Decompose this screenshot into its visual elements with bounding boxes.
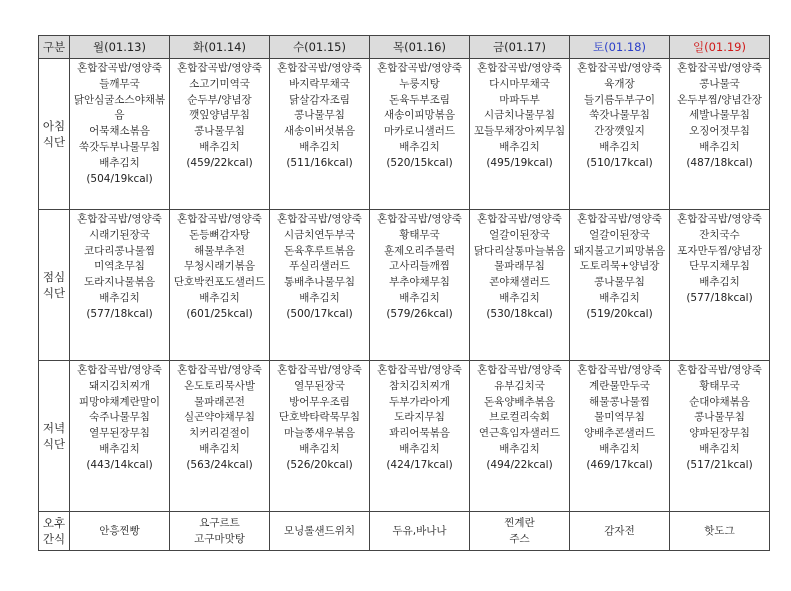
menu-item: (517/21kcal): [686, 458, 753, 471]
menu-item: 물파래콘전: [194, 395, 245, 408]
dinner-cell-sat: [570, 361, 670, 512]
menu-item: 다시마무채국: [489, 77, 550, 90]
menu-item: 배추김치: [399, 442, 440, 455]
row-header-text: 오후: [42, 516, 66, 530]
menu-item: 들깨무국: [99, 77, 140, 90]
row-header-text: 아침: [42, 119, 66, 133]
menu-item: 배추김치: [399, 140, 440, 153]
menu-item: 양파된장무침: [689, 427, 750, 440]
menu-item: 미역초무침: [94, 260, 145, 273]
menu-item: 배추김치: [599, 291, 640, 304]
breakfast-row: [39, 59, 770, 210]
menu-item: 온두부찜/양념간장: [677, 93, 762, 106]
menu-item: 들기름두부구이: [583, 93, 655, 106]
menu-item: 콩나물국: [699, 77, 740, 90]
menu-item: 혼합잡곡밥/영양죽: [77, 62, 162, 74]
menu-item: 포자만두찜/양념장: [677, 244, 762, 257]
lunch-cell-mon: [70, 210, 170, 361]
header-row: [39, 36, 770, 59]
menu-item: (495/19kcal): [486, 156, 553, 169]
menu-item: 콩나물무침: [694, 411, 745, 424]
menu-item: (443/14kcal): [86, 458, 153, 471]
row-header-text: 점심: [42, 270, 66, 284]
menu-item: (601/25kcal): [186, 307, 253, 320]
row-header-text: 저녁: [42, 421, 66, 435]
menu-item: (424/17kcal): [386, 458, 453, 471]
menu-item: 혼합잡곡밥/영양죽: [577, 364, 662, 376]
menu-item: 혼합잡곡밥/영양죽: [377, 213, 462, 225]
menu-item: 돼지김치찌개: [89, 379, 150, 392]
day-header-sun: 일(01.19): [670, 36, 770, 59]
dinner-cell-mon: [70, 361, 170, 512]
menu-item: 혼합잡곡밥/영양죽: [277, 62, 362, 74]
menu-item: 단호박타락묵무침: [278, 411, 361, 424]
menu-item: 시금치연두부국: [283, 228, 355, 241]
menu-item: 순두부/양념장: [187, 93, 252, 106]
menu-item: 혼합잡곡밥/영양죽: [377, 364, 462, 376]
menu-item: 닭살감자조림: [289, 93, 350, 106]
menu-item: 배추김치: [599, 442, 640, 455]
menu-item: 도라지나물볶음: [83, 276, 155, 289]
menu-item: 혼합잡곡밥/영양죽: [677, 62, 762, 74]
menu-item: 바지락무채국: [289, 77, 350, 90]
menu-item: 배추김치: [399, 291, 440, 304]
menu-item: 순대야채볶음: [689, 395, 750, 408]
lunch-cell-tue: [170, 210, 270, 361]
snack-cell-sun: [670, 512, 770, 551]
menu-item: 코다리콩나물찜: [83, 244, 155, 257]
breakfast-cell-tue: [170, 59, 270, 210]
dinner-row-header: [39, 361, 70, 512]
menu-item: 단무지채무침: [689, 260, 750, 273]
menu-item: 혼합잡곡밥/영양죽: [577, 62, 662, 74]
menu-item: (487/18kcal): [686, 156, 753, 169]
menu-item: 양배추콘샐러드: [583, 427, 655, 440]
menu-item: 참치김치찌개: [389, 379, 450, 392]
breakfast-cell-thu: [370, 59, 470, 210]
menu-item: 배추김치: [699, 442, 740, 455]
menu-item: 황태무국: [699, 379, 740, 392]
lunch-row-header: [39, 210, 70, 361]
menu-item: (510/17kcal): [586, 156, 653, 169]
row-header-text: 간식: [42, 532, 66, 546]
menu-item: 무청시래기볶음: [183, 260, 255, 273]
snack-cell-wed: [270, 512, 370, 551]
menu-item: 배추김치: [99, 291, 140, 304]
snack-item: 안흥찐빵: [99, 525, 140, 537]
menu-item: (519/20kcal): [586, 307, 653, 320]
menu-item: 꽈리어묵볶음: [389, 427, 450, 440]
menu-item: 닭안심굴소스야채볶음: [73, 93, 166, 122]
menu-item: 두부가라아게: [389, 395, 450, 408]
menu-item: (526/20kcal): [286, 458, 353, 471]
menu-item: 돈육두부조림: [389, 93, 450, 106]
day-header-fri: 금(01.17): [470, 36, 570, 59]
menu-item: 치커리겉절이: [189, 427, 250, 440]
menu-item: 부추야채무침: [389, 276, 450, 289]
menu-item: 단호박컨포도샐러드: [173, 276, 266, 289]
lunch-cell-sun: [670, 210, 770, 361]
snack-item: 모닝롤샌드위치: [283, 525, 355, 537]
menu-item: 혼합잡곡밥/영양죽: [277, 213, 362, 225]
breakfast-cell-mon: [70, 59, 170, 210]
menu-item: 깻잎양념무침: [189, 109, 250, 122]
row-header-text: 식단: [42, 135, 66, 149]
menu-item: 해물부추전: [194, 244, 245, 257]
snack-item: 요구르트: [199, 517, 240, 529]
menu-item: (563/24kcal): [186, 458, 253, 471]
menu-item: 닭다리살통마늘볶음: [473, 244, 566, 257]
menu-item: 배추김치: [499, 140, 540, 153]
snack-cell-sat: [570, 512, 670, 551]
menu-item: 마늘쫑새우볶음: [283, 427, 355, 440]
menu-item: 물파래무침: [494, 260, 545, 273]
menu-item: 얼갈이된장국: [589, 228, 650, 241]
menu-item: 브로컬리숙회: [489, 411, 550, 424]
dinner-cell-sun: [670, 361, 770, 512]
menu-item: (459/22kcal): [186, 156, 253, 169]
menu-item: 혼합잡곡밥/영양죽: [277, 364, 362, 376]
dinner-cell-wed: [270, 361, 370, 512]
menu-item: (520/15kcal): [386, 156, 453, 169]
menu-item: (500/17kcal): [286, 307, 353, 320]
menu-item: 혼합잡곡밥/영양죽: [377, 62, 462, 74]
menu-item: 훈제오리주물럭: [383, 244, 455, 257]
snack-item: 두유,바나나: [392, 525, 447, 537]
menu-item: 얼갈이된장국: [489, 228, 550, 241]
menu-item: 마파두부: [499, 93, 540, 106]
menu-item: 콩나물무침: [594, 276, 645, 289]
menu-item: 배추김치: [199, 291, 240, 304]
menu-item: 혼합잡곡밥/영양죽: [177, 364, 262, 376]
menu-item: 콩나물무침: [294, 109, 345, 122]
menu-item: 통배추나물무침: [283, 276, 355, 289]
breakfast-cell-fri: [470, 59, 570, 210]
lunch-row: [39, 210, 770, 361]
menu-item: 잔치국수: [699, 228, 740, 241]
menu-item: 도토리묵+양념장: [579, 260, 660, 273]
dinner-row: [39, 361, 770, 512]
lunch-cell-wed: [270, 210, 370, 361]
menu-item: 돼지불고기피망볶음: [573, 244, 666, 257]
snack-item: 고구마맛탕: [194, 533, 245, 545]
breakfast-cell-sat: [570, 59, 670, 210]
snack-row: [39, 512, 770, 551]
menu-item: 누룽지탕: [399, 77, 440, 90]
breakfast-cell-wed: [270, 59, 370, 210]
row-header-text: 식단: [42, 286, 66, 300]
menu-item: 돈육양배추볶음: [483, 395, 555, 408]
menu-item: 돈육후루트볶음: [283, 244, 355, 257]
menu-item: 유부김치국: [494, 379, 545, 392]
menu-item: 혼합잡곡밥/영양죽: [477, 364, 562, 376]
menu-item: 소고기미역국: [189, 77, 250, 90]
menu-item: 열무된장국: [294, 379, 345, 392]
snack-cell-thu: [370, 512, 470, 551]
snack-item: 핫도그: [704, 525, 735, 537]
menu-item: 열무된장무침: [89, 427, 150, 440]
menu-item: 쑥갓나물무침: [589, 109, 650, 122]
weekly-meal-table: [38, 35, 770, 551]
menu-item: 새송이버섯볶음: [283, 125, 355, 138]
menu-item: 세발나물무침: [689, 109, 750, 122]
menu-item: (469/17kcal): [586, 458, 653, 471]
day-header-wed: 수(01.15): [270, 36, 370, 59]
menu-item: 배추김치: [99, 442, 140, 455]
dinner-cell-tue: [170, 361, 270, 512]
menu-item: 연근흑임자샐러드: [478, 427, 561, 440]
menu-item: (579/26kcal): [386, 307, 453, 320]
menu-item: 육개장: [604, 77, 635, 90]
menu-item: 배추김치: [499, 442, 540, 455]
menu-item: 돈등뼈감자탕: [189, 228, 250, 241]
snack-item: 주스: [509, 533, 530, 545]
menu-item: 혼합잡곡밥/영양죽: [177, 62, 262, 74]
menu-item: 혼합잡곡밥/영양죽: [77, 364, 162, 376]
menu-item: 오징어젓무침: [689, 125, 750, 138]
dinner-cell-fri: [470, 361, 570, 512]
menu-item: (494/22kcal): [486, 458, 553, 471]
menu-item: 간장깻잎지: [594, 125, 645, 138]
menu-item: 방어무우조림: [289, 395, 350, 408]
menu-item: 혼합잡곡밥/영양죽: [477, 213, 562, 225]
menu-item: 고사리들깨찜: [389, 260, 450, 273]
lunch-cell-thu: [370, 210, 470, 361]
dinner-cell-thu: [370, 361, 470, 512]
menu-item: 피망야채계란말이: [78, 395, 161, 408]
day-header-sat: 토(01.18): [570, 36, 670, 59]
menu-item: 배추김치: [299, 442, 340, 455]
menu-item: 시래기된장국: [89, 228, 150, 241]
menu-item: 배추김치: [99, 156, 140, 169]
snack-cell-mon: [70, 512, 170, 551]
menu-item: 실곤약야채무침: [183, 411, 255, 424]
menu-item: 혼합잡곡밥/영양죽: [677, 213, 762, 225]
menu-item: 콩나물무침: [194, 125, 245, 138]
snack-row-header: [39, 512, 70, 551]
menu-item: (577/18kcal): [86, 307, 153, 320]
menu-item: 숙주나물무침: [89, 411, 150, 424]
menu-item: 새송이피망볶음: [383, 109, 455, 122]
menu-item: 해물콩나물찜: [589, 395, 650, 408]
menu-item: 혼합잡곡밥/영양죽: [577, 213, 662, 225]
menu-item: 마카로니샐러드: [383, 125, 455, 138]
menu-item: (577/18kcal): [686, 291, 753, 304]
menu-item: 시금치나물무침: [483, 109, 555, 122]
menu-item: 쑥갓두부나물무침: [78, 140, 161, 153]
menu-item: 배추김치: [699, 276, 740, 289]
snack-item: 감자전: [604, 525, 635, 537]
day-header-mon: 월(01.13): [70, 36, 170, 59]
breakfast-cell-sun: [670, 59, 770, 210]
menu-item: 어묵채소볶음: [89, 125, 150, 138]
menu-item: 도라지무침: [394, 411, 445, 424]
menu-item: (504/19kcal): [86, 172, 153, 185]
menu-item: 물미역무침: [594, 411, 645, 424]
menu-item: 배추김치: [599, 140, 640, 153]
menu-item: 배추김치: [299, 291, 340, 304]
menu-item: (511/16kcal): [286, 156, 353, 169]
menu-item: 배추김치: [699, 140, 740, 153]
menu-item: 혼합잡곡밥/영양죽: [77, 213, 162, 225]
menu-item: 배추김치: [199, 140, 240, 153]
menu-item: 계란물만두국: [589, 379, 650, 392]
menu-item: (530/18kcal): [486, 307, 553, 320]
menu-item: 푸실리샐러드: [289, 260, 350, 273]
day-header-thu: 목(01.16): [370, 36, 470, 59]
row-header-text: 식단: [42, 437, 66, 451]
lunch-cell-sat: [570, 210, 670, 361]
lunch-cell-fri: [470, 210, 570, 361]
menu-item: 혼합잡곡밥/영양죽: [677, 364, 762, 376]
breakfast-row-header: [39, 59, 70, 210]
menu-item: 꼬들무채장아찌무침: [473, 125, 566, 138]
day-header-tue: 화(01.14): [170, 36, 270, 59]
corner-header: 구분: [39, 36, 70, 59]
menu-item: 콘야채샐러드: [489, 276, 550, 289]
snack-cell-tue: [170, 512, 270, 551]
menu-item: 혼합잡곡밥/영양죽: [177, 213, 262, 225]
menu-item: 배추김치: [199, 442, 240, 455]
menu-item: 배추김치: [299, 140, 340, 153]
snack-item: 찐계란: [504, 517, 535, 529]
snack-cell-fri: [470, 512, 570, 551]
menu-item: 황태무국: [399, 228, 440, 241]
menu-item: 혼합잡곡밥/영양죽: [477, 62, 562, 74]
menu-item: 온도토리묵사발: [183, 379, 255, 392]
menu-item: 배추김치: [499, 291, 540, 304]
